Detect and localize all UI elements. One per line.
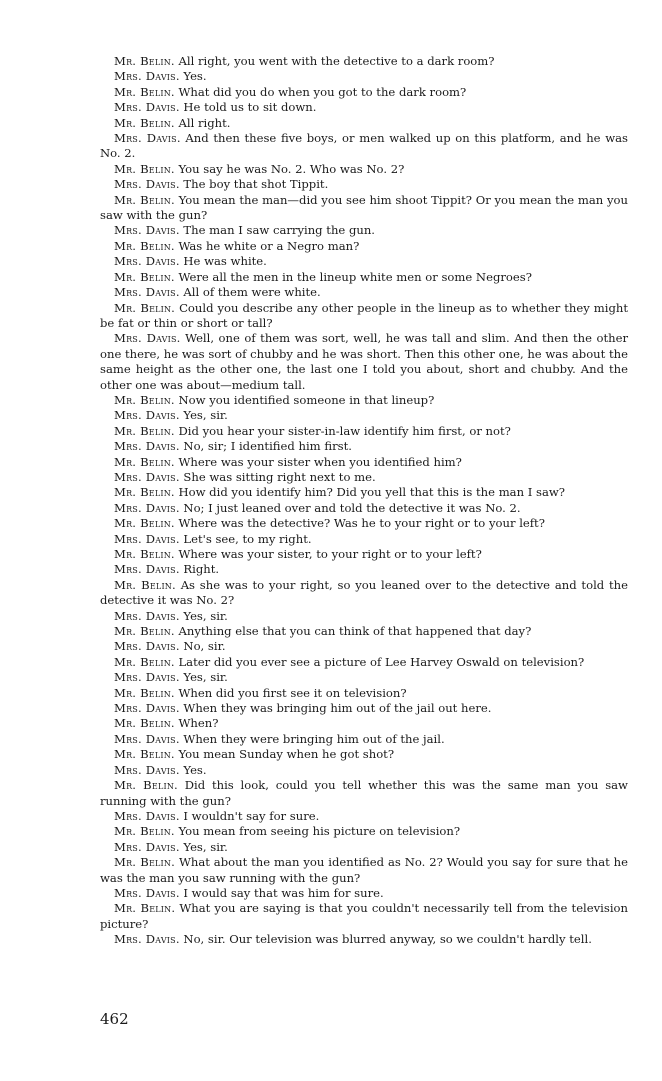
transcript-line: [100, 655, 628, 670]
speaker-label: Mrs. Davis.: [114, 701, 180, 716]
spoken-text: No; I just leaned over and told the detective it was No. 2.: [183, 500, 521, 515]
speaker-label: Mrs. Davis.: [114, 731, 180, 746]
transcript-line: [100, 177, 628, 192]
spoken-text: Did you hear your sister-in-law identify him first, or not?: [178, 423, 511, 438]
transcript-line: [100, 54, 628, 69]
transcript-line: [100, 424, 628, 439]
speaker-label: Mr. Belin.: [114, 485, 175, 500]
speaker-label: Mrs. Davis.: [114, 839, 180, 854]
transcript-line: [100, 85, 628, 100]
speaker-label: Mr. Belin.: [114, 392, 175, 407]
speaker-label: Mrs. Davis.: [114, 531, 180, 546]
transcript-line: [100, 455, 628, 470]
speaker-label: Mrs. Davis.: [114, 131, 181, 146]
spoken-text: He told us to sit down.: [183, 100, 317, 115]
speaker-label: Mr. Belin.: [114, 84, 175, 99]
spoken-text: Yes, sir.: [183, 608, 228, 623]
transcript-line: [100, 193, 628, 224]
speaker-label: Mr. Belin.: [114, 516, 175, 531]
speaker-label: Mr. Belin.: [114, 901, 176, 916]
speaker-label: Mrs. Davis.: [114, 177, 180, 192]
spoken-text: Now you identified someone in that lineup?: [178, 392, 435, 407]
transcript-line: [100, 439, 628, 454]
speaker-label: Mr. Belin.: [114, 300, 176, 315]
spoken-text: And then these five boys, or men walked up on this platform, and he was No. 2.: [100, 131, 629, 161]
speaker-label: Mr. Belin.: [114, 161, 175, 176]
spoken-text: Was he white or a Negro man?: [178, 238, 360, 253]
transcript-line: [100, 532, 628, 547]
speaker-label: Mrs. Davis.: [114, 223, 180, 238]
spoken-text: The boy that shot Tippit.: [183, 177, 329, 192]
speaker-label: Mr. Belin.: [114, 624, 175, 639]
spoken-text: I would say that was him for sure.: [183, 885, 384, 900]
speaker-label: Mr. Belin.: [114, 547, 175, 561]
spoken-text: She was sitting right next to me.: [183, 469, 376, 484]
spoken-text: No, sir.: [183, 639, 226, 654]
transcript-line: [100, 547, 628, 562]
transcript-line: [100, 69, 628, 84]
spoken-text: He was white.: [183, 254, 267, 269]
spoken-text: When they were bringing him out of the jail.: [183, 731, 445, 746]
speaker-label: Mrs. Davis.: [114, 885, 180, 900]
speaker-label: Mr. Belin.: [114, 778, 178, 793]
spoken-text: All right, you went with the detective to a dark room?: [178, 54, 495, 68]
transcript-line: [100, 716, 628, 731]
speaker-label: Mrs. Davis.: [114, 408, 180, 423]
speaker-label: Mrs. Davis.: [114, 932, 180, 947]
transcript-line: [100, 301, 628, 332]
speaker-label: Mrs. Davis.: [114, 439, 180, 454]
speaker-label: Mrs. Davis.: [114, 562, 180, 577]
speaker-label: Mr. Belin.: [114, 685, 175, 700]
transcript-line: [100, 223, 628, 238]
speaker-label: Mr. Belin.: [114, 423, 175, 438]
page-number: 462: [100, 1010, 129, 1028]
transcript-line: [100, 855, 628, 886]
speaker-label: Mrs. Davis.: [114, 608, 180, 623]
speaker-label: Mrs. Davis.: [114, 808, 180, 823]
spoken-text: Were all the men in the lineup white men or some Negroes?: [178, 269, 532, 284]
transcript-line: [100, 393, 628, 408]
transcript-line: [100, 670, 628, 685]
transcript-line: [100, 516, 628, 531]
spoken-text: Where was your sister, to your right or to your left?: [178, 547, 482, 561]
spoken-text: Let's see, to my right.: [183, 531, 312, 546]
transcript-line: [100, 778, 628, 809]
spoken-text: Could you describe any other people in the lineup as to whether they might be fat or thin or short or tall?: [100, 300, 628, 330]
spoken-text: Yes, sir.: [183, 839, 228, 854]
transcript-line: [100, 562, 628, 577]
transcript-line: [100, 609, 628, 624]
spoken-text: Yes, sir.: [183, 670, 228, 685]
transcript-line: [100, 763, 628, 778]
transcript-line: [100, 732, 628, 747]
spoken-text: The man I saw carrying the gun.: [183, 223, 375, 238]
speaker-label: Mr. Belin.: [114, 454, 175, 469]
speaker-label: Mrs. Davis.: [114, 639, 180, 654]
spoken-text: Where was the detective? Was he to your right or to your left?: [178, 516, 545, 531]
transcript-line: [100, 824, 628, 839]
speaker-label: Mrs. Davis.: [114, 469, 180, 484]
speaker-label: Mrs. Davis.: [114, 100, 180, 115]
spoken-text: When they was bringing him out of the jail out here.: [183, 701, 492, 716]
transcript-line: [100, 131, 628, 162]
transcript-line: [100, 285, 628, 300]
spoken-text: Yes.: [183, 762, 207, 777]
spoken-text: Did this look, could you tell whether this was the same man you saw running with the gun?: [100, 778, 628, 808]
spoken-text: What you are saying is that you couldn't necessarily tell from the television picture?: [100, 901, 628, 931]
transcript-line: [100, 747, 628, 762]
transcript-line: [100, 932, 628, 947]
transcript-line: [100, 408, 628, 423]
speaker-label: Mr. Belin.: [114, 824, 175, 839]
spoken-text: Yes, sir.: [183, 408, 228, 423]
spoken-text: All of them were white.: [183, 285, 321, 300]
transcript-line: [100, 701, 628, 716]
transcript-line: [100, 501, 628, 516]
speaker-label: Mrs. Davis.: [114, 670, 180, 685]
spoken-text: Where was your sister when you identified him?: [178, 454, 462, 469]
transcript-line: [100, 116, 628, 131]
spoken-text: No, sir; I identified him first.: [183, 439, 352, 454]
transcript-line: [100, 485, 628, 500]
spoken-text: You mean Sunday when he got shot?: [178, 747, 395, 762]
speaker-label: Mr. Belin.: [114, 238, 175, 253]
spoken-text: When?: [178, 716, 219, 731]
transcript-line: [100, 578, 628, 609]
spoken-text: You mean the man—did you see him shoot Tippit? Or you mean the man you saw with the gun?: [100, 192, 628, 223]
spoken-text: What about the man you identified as No. 2? Would you say for sure that he was the man you saw running with the gun?: [100, 855, 629, 885]
spoken-text: Later did you ever see a picture of Lee Harvey Oswald on television?: [178, 654, 585, 669]
speaker-label: Mr. Belin.: [114, 747, 175, 762]
spoken-text: You mean from seeing his picture on television?: [178, 824, 461, 839]
transcript-line: [100, 639, 628, 654]
speaker-label: Mr. Belin.: [114, 716, 175, 731]
spoken-text: Well, one of them was sort, well, he was tall and slim. And then the other one there, he was sort of chubby and he was short. Then this other one, he was about the same height as the other one, the last one I told you about, short and chubby. And the other one was about—medium tall.: [100, 331, 629, 392]
spoken-text: You say he was No. 2. Who was No. 2?: [178, 161, 405, 176]
speaker-label: Mr. Belin.: [114, 192, 175, 207]
spoken-text: No, sir. Our television was blurred anyway, so we couldn't hardly tell.: [183, 932, 592, 947]
spoken-text: All right.: [178, 115, 231, 130]
transcript-line: [100, 901, 628, 932]
transcript-line: [100, 331, 628, 393]
speaker-label: Mr. Belin.: [114, 654, 175, 669]
spoken-text: When did you first see it on television?: [178, 685, 407, 700]
spoken-text: Yes.: [183, 69, 207, 84]
speaker-label: Mrs. Davis.: [114, 762, 180, 777]
spoken-text: As she was to your right, so you leaned over to the detective and told the detective it was No. 2?: [100, 577, 628, 608]
spoken-text: What did you do when you got to the dark room?: [178, 84, 467, 99]
spoken-text: I wouldn't say for sure.: [183, 808, 320, 823]
spoken-text: Anything else that you can think of that happened that day?: [178, 624, 532, 639]
speaker-label: Mrs. Davis.: [114, 69, 180, 84]
transcript-line: [100, 686, 628, 701]
transcript-line: [100, 100, 628, 115]
speaker-label: Mr. Belin.: [114, 577, 176, 592]
speaker-label: Mrs. Davis.: [114, 254, 180, 269]
spoken-text: Right.: [183, 562, 220, 577]
speaker-label: Mr. Belin.: [114, 855, 176, 870]
transcript-line: [100, 239, 628, 254]
transcript-line: [100, 809, 628, 824]
transcript-line: [100, 162, 628, 177]
transcript-line: [100, 270, 628, 285]
transcript-line: [100, 886, 628, 901]
spoken-text: How did you identify him? Did you yell that this is the man I saw?: [178, 485, 566, 500]
transcript-line: [100, 254, 628, 269]
speaker-label: Mrs. Davis.: [114, 285, 180, 300]
speaker-label: Mrs. Davis.: [114, 331, 181, 346]
transcript-line: [100, 624, 628, 639]
speaker-label: Mr. Belin.: [114, 54, 175, 68]
speaker-label: Mrs. Davis.: [114, 500, 180, 515]
transcript-body: [100, 54, 628, 948]
transcript-line: [100, 840, 628, 855]
speaker-label: Mr. Belin.: [114, 115, 175, 130]
speaker-label: Mr. Belin.: [114, 269, 175, 284]
transcript-line: [100, 470, 628, 485]
